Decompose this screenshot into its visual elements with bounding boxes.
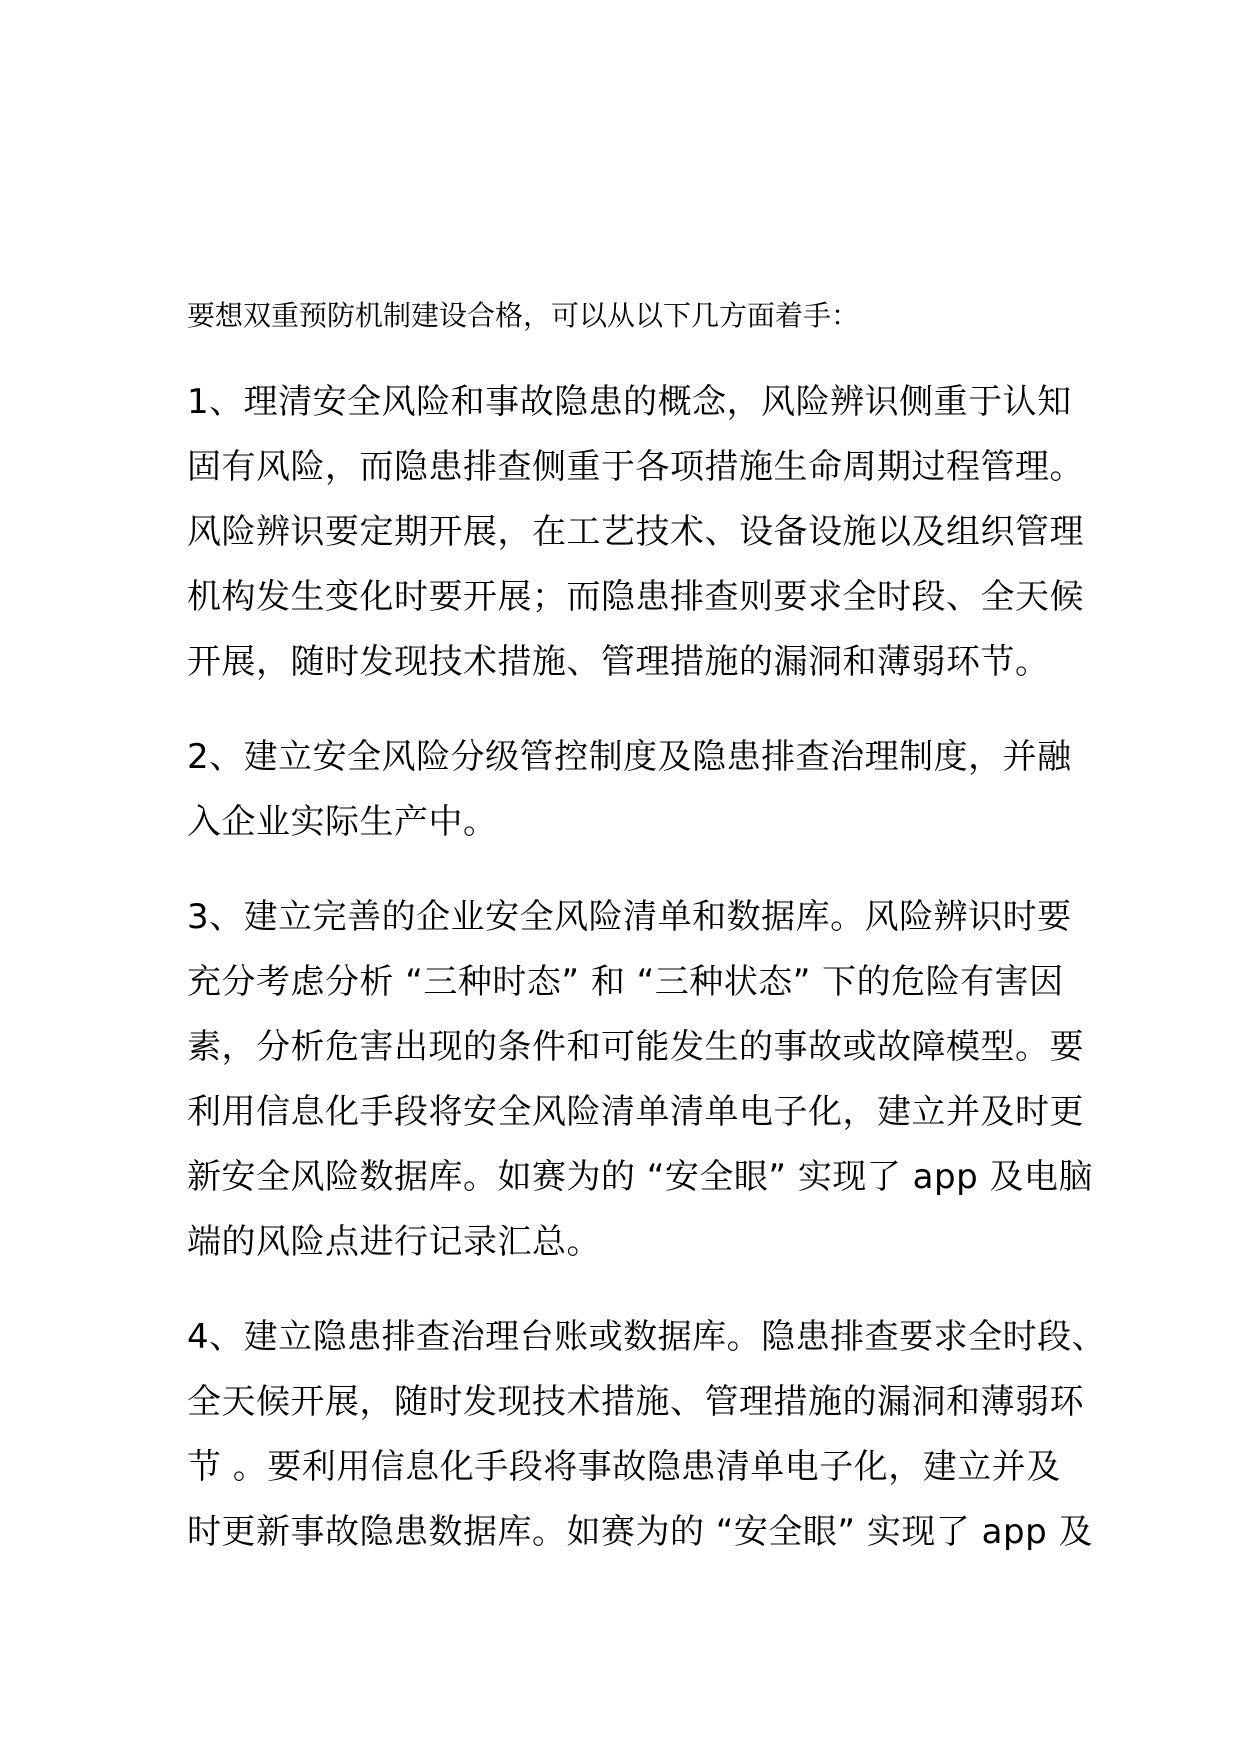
- document-body: [187, 296, 1107, 1595]
- list-item-2: [187, 725, 1072, 855]
- list-item-1: [187, 370, 1084, 695]
- text-line: 开展，随时发现技术措施、管理措施的漏洞和薄弱环节。: [187, 642, 1050, 682]
- intro-paragraph: 要想双重预防机制建设合格，可以从以下几方面着手：: [187, 299, 860, 332]
- text-line: 新安全风险数据库。如赛为的 “安全眼” 实现了 app 及电脑: [187, 1157, 1093, 1197]
- text-line: 全天候开展，随时发现技术措施、管理措施的漏洞和薄弱环: [187, 1382, 1084, 1422]
- text-line: 充分考虑分析 “三种时态” 和 “三种状态” 下的危险有害因: [187, 962, 1064, 1002]
- text-line: 3、建立完善的企业安全风险清单和数据库。风险辨识时要: [187, 897, 1072, 937]
- list-item-4: [187, 1305, 1107, 1565]
- text-line: 2、建立安全风险分级管控制度及隐患排查治理制度，并融: [187, 737, 1072, 777]
- text-line: 入企业实际生产中。: [187, 802, 498, 842]
- text-line: 机构发生变化时要开展；而隐患排查则要求全时段、全天候: [187, 577, 1084, 617]
- text-line: 端的风险点进行记录汇总。: [187, 1222, 601, 1262]
- text-line: 时更新事故隐患数据库。如赛为的 “安全眼” 实现了 app 及: [187, 1512, 1093, 1552]
- text-line: 节 。要利用信息化手段将事故隐患清单电子化，建立并及: [187, 1447, 1061, 1487]
- text-line: 固有风险，而隐患排查侧重于各项措施生命周期过程管理。: [187, 447, 1084, 487]
- text-line: 素，分析危害出现的条件和可能发生的事故或故障模型。要: [187, 1027, 1084, 1067]
- text-line: 利用信息化手段将安全风险清单清单电子化，建立并及时更: [187, 1092, 1084, 1132]
- text-line: 4、建立隐患排查治理台账或数据库。隐患排查要求全时段、: [187, 1317, 1107, 1357]
- text-line: 风险辨识要定期开展，在工艺技术、设备设施以及组织管理: [187, 512, 1084, 552]
- text-line: 1、理清安全风险和事故隐患的概念，风险辨识侧重于认知: [187, 382, 1072, 422]
- list-item-3: [187, 885, 1093, 1275]
